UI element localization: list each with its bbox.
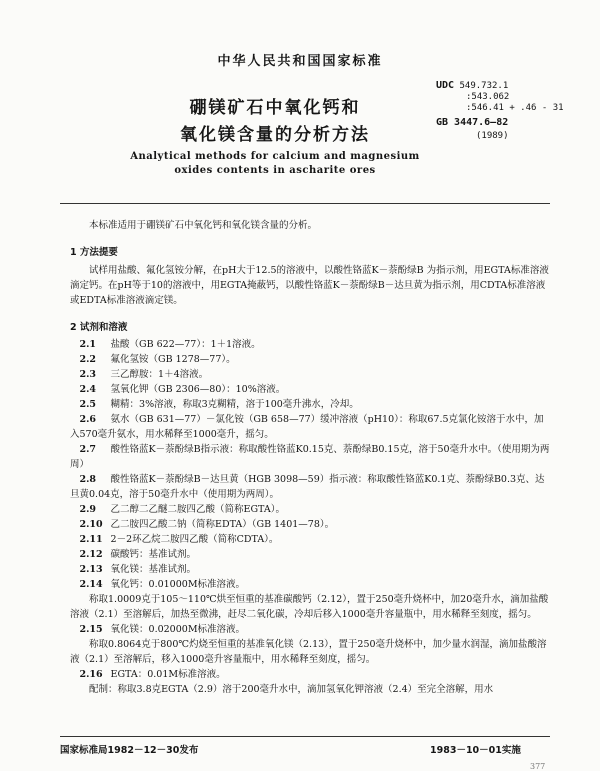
title-zh-line-2: 氧化镁含量的分析方法 bbox=[180, 125, 370, 145]
reagent-item: 2.11 2－2环乙烷二胺四乙酸（简称CDTA）。 bbox=[79, 534, 279, 545]
reagent-item: 2.6 氨水（GB 631—77）－氯化铵（GB 658—77）缓冲溶液（pH10）：称取67.5克氯化铵溶于水中，加入570毫升氨水，用水稀释至1000毫升，摇匀。 bbox=[70, 414, 544, 440]
standard-org-header: 中华人民共和国国家标准 bbox=[217, 54, 383, 69]
title-english bbox=[110, 150, 440, 178]
reagent-item: 2.2 氟化氢铵（GB 1278—77）。 bbox=[79, 354, 236, 365]
reagent-item: 2.8 酸性铬蓝K－萘酚绿B－达旦黄（HGB 3098—59）指示液：称取酸性铬蓝K0.1克、萘酚绿B0.3克、达旦黄0.04克，溶于50毫升水中（使用期为两周）。 bbox=[70, 474, 545, 500]
issue-date: 国家标准局1982－12－30发布 bbox=[60, 745, 199, 756]
udc-line-2: :543.062 bbox=[466, 92, 510, 102]
gb-number: GB 3447.6—82 bbox=[436, 117, 509, 128]
standard-year: (1989) bbox=[476, 131, 509, 141]
reagent-item: 2.5 糊精：3%溶液，称取3克糊精，溶于100毫升沸水，冷却。 bbox=[79, 399, 359, 410]
section-1-paragraph: 试样用盐酸、氟化氢铵分解，在pH大于12.5的溶液中，以酸性铬蓝K－萘酚绿B 为指示剂，用EGTA标准溶液滴定钙。在pH等于10的溶液中，用EGTA掩蔽钙，以酸性铬蓝K－萘酚绿B－达旦黄为指示剂，用CDTA标准溶液或EDTA标准溶液滴定镁。 bbox=[70, 265, 549, 306]
reagent-item: 2.9 乙二醇二乙醚二胺四乙酸（简称EGTA）。 bbox=[79, 504, 285, 515]
reagent-item: 2.10 乙二胺四乙酸二钠（简称EDTA）（GB 1401—78）。 bbox=[79, 519, 335, 530]
title-en-line-1: Analytical methods for calcium and magnesium bbox=[130, 151, 420, 162]
udc-line-1: 549.732.1 bbox=[459, 81, 509, 91]
reagent-2-16-procedure: 配制：称取3.8克EGTA（2.9）溶于200毫升水中，滴加氢氧化钾溶液（2.4）至完全溶解，用水 bbox=[89, 684, 494, 695]
section-2-heading: 2 试剂和溶液 bbox=[70, 322, 128, 333]
reagent-item: 2.7 酸性铬蓝K－萘酚绿B指示液：称取酸性铬蓝K0.15克、萘酚绿B0.15克，溶于50毫升水中。（使用期为两周） bbox=[70, 444, 550, 470]
header-rule bbox=[60, 203, 550, 204]
reagent-item: 2.1 盐酸（GB 622—77）：1＋1溶液。 bbox=[79, 339, 261, 350]
udc-block bbox=[436, 80, 564, 142]
reagent-2-14-procedure: 称取1.0009克于105～110℃烘至恒重的基准碳酸钙（2.12），置于250毫升烧杯中，加20毫升水，滴加盐酸溶液（2.1）至溶解后，加热至微沸，赶尽二氧化碳，冷却后移入1000毫升容量瓶中，用水稀释至刻度，摇匀。 bbox=[70, 594, 549, 620]
udc-line-3: :546.41 + .46 - 31 bbox=[466, 103, 564, 113]
udc-label: UDC bbox=[436, 80, 455, 91]
section-1-heading: 1 方法提要 bbox=[70, 247, 118, 258]
reagent-item: 2.14 氧化钙：0.01000M标准溶液。 bbox=[79, 579, 246, 590]
reagent-item: 2.15 氧化镁：0.02000M标准溶液。 bbox=[79, 624, 246, 635]
intro-paragraph: 本标准适用于硼镁矿石中氧化钙和氧化镁含量的分析。 bbox=[89, 220, 318, 231]
title-chinese bbox=[140, 95, 410, 149]
reagent-2-15-procedure: 称取0.8064克于800℃灼烧至恒重的基准氧化镁（2.13），置于250毫升烧杯中，加少量水润湿，滴加盐酸溶液（2.1）至溶解后，移入1000毫升容量瓶中，用水稀释至刻度，摇匀。 bbox=[70, 639, 547, 665]
effective-date: 1983－10－01实施 bbox=[430, 745, 521, 756]
title-zh-line-1: 硼镁矿石中氧化钙和 bbox=[189, 98, 361, 118]
reagent-item: 2.4 氢氧化钾（GB 2306—80）：10%溶液。 bbox=[79, 384, 286, 395]
reagent-item: 2.16 EGTA：0.01M标准溶液。 bbox=[79, 669, 226, 680]
footer-rule bbox=[60, 736, 550, 737]
reagent-item: 2.12 碳酸钙：基准试剂。 bbox=[79, 549, 197, 560]
reagent-item: 2.13 氧化镁：基准试剂。 bbox=[79, 564, 197, 575]
page-number: 377 bbox=[530, 762, 546, 771]
document-body bbox=[70, 218, 550, 697]
reagent-item: 2.3 三乙醇胺：1＋4溶液。 bbox=[79, 369, 209, 380]
title-en-line-2: oxides contents in ascharite ores bbox=[174, 165, 376, 176]
